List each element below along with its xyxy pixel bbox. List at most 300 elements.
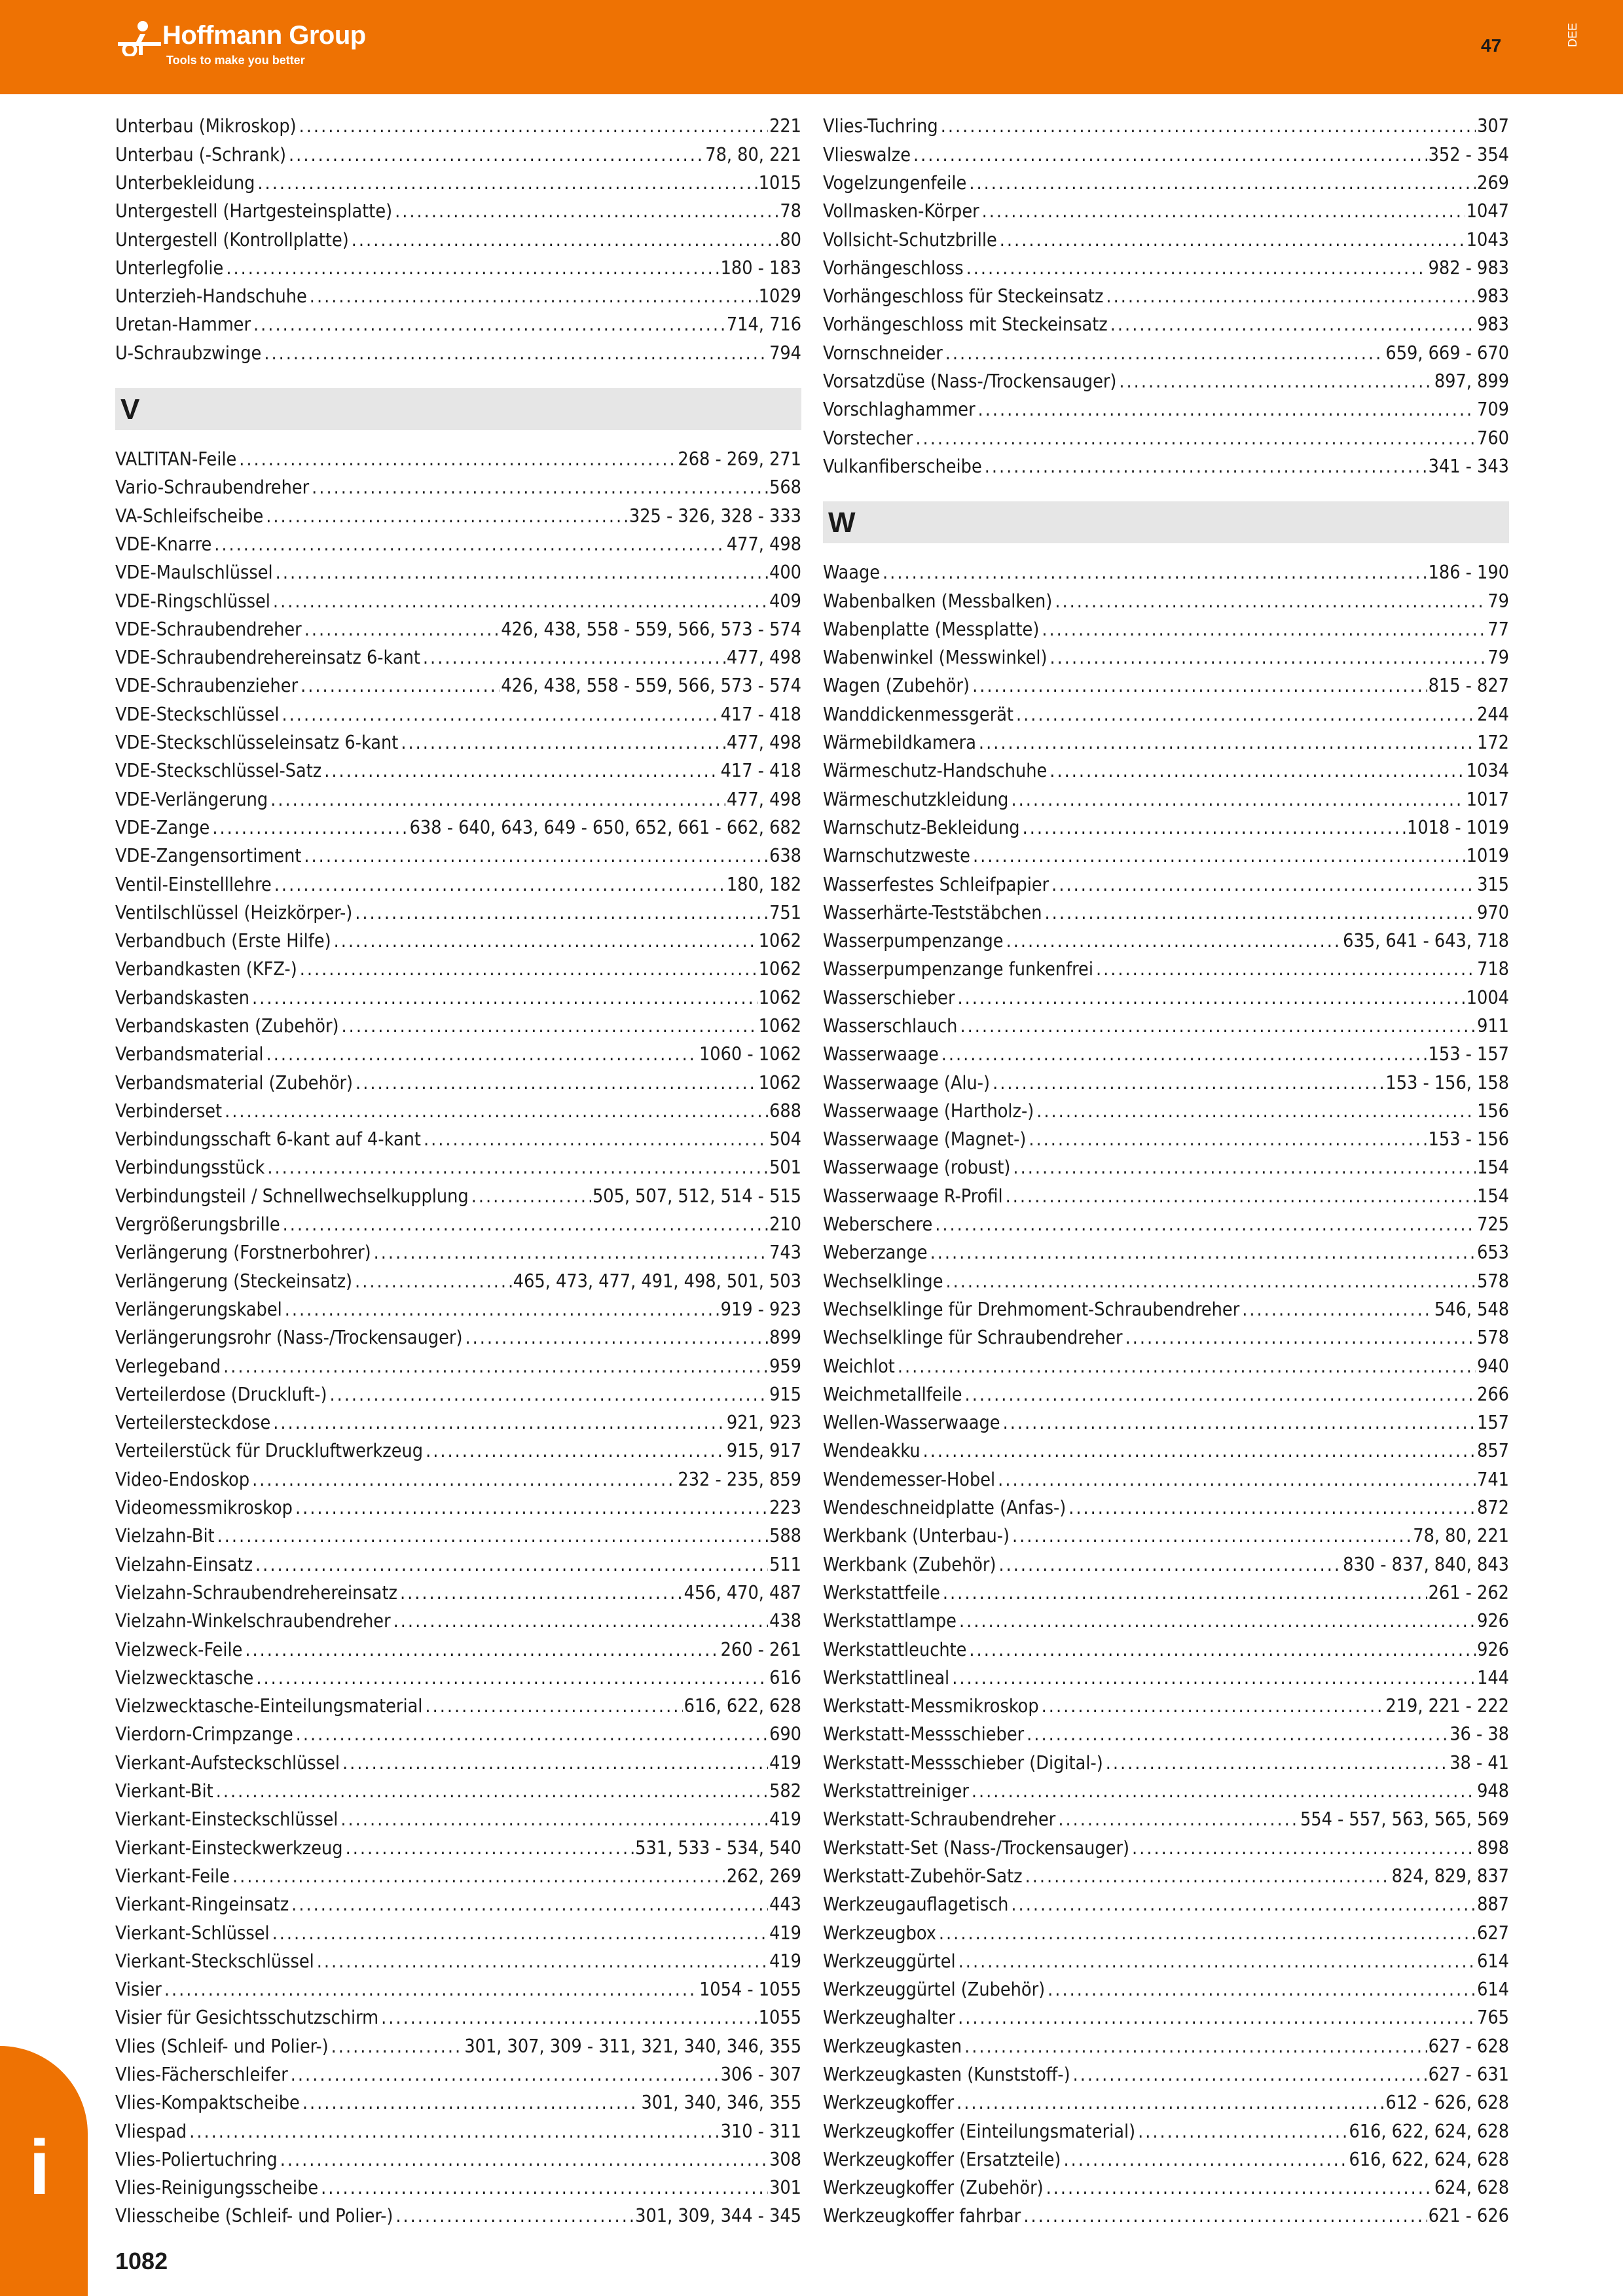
entry-page-ref[interactable]: 426, 438, 558 - 559, 566, 573 - 574 — [501, 618, 801, 640]
entry-page-ref[interactable]: 511 — [769, 1553, 801, 1575]
entry-page-ref[interactable]: 153 - 156, 158 — [1385, 1071, 1509, 1094]
index-entry[interactable] — [823, 368, 1509, 396]
entry-page-ref[interactable]: 400 — [769, 562, 801, 584]
entry-page-ref[interactable]: 78, 80, 221 — [705, 143, 801, 166]
index-entry[interactable] — [823, 170, 1509, 198]
index-entry[interactable] — [115, 700, 801, 728]
entry-page-ref[interactable]: 1015 — [758, 171, 801, 194]
index-entry[interactable] — [823, 672, 1509, 700]
entry-page-ref[interactable]: 614 — [1477, 1950, 1509, 1972]
dot-leader — [400, 1584, 683, 1603]
index-entry[interactable] — [115, 1636, 801, 1664]
index-entry[interactable] — [823, 1098, 1509, 1126]
entry-page-ref[interactable]: 554 - 557, 563, 565, 569 — [1300, 1808, 1509, 1831]
index-entry[interactable] — [823, 899, 1509, 927]
index-entry[interactable] — [115, 1806, 801, 1834]
entry-page-ref[interactable]: 1047 — [1466, 200, 1509, 223]
index-entry[interactable] — [115, 1380, 801, 1408]
entry-page-ref[interactable]: 612 - 626, 628 — [1385, 2092, 1509, 2114]
entry-page-ref[interactable]: 926 — [1477, 1638, 1509, 1660]
entry-page-ref[interactable]: 959 — [769, 1355, 801, 1377]
entry-page-ref[interactable]: 477, 498 — [726, 732, 801, 754]
entry-page-ref[interactable]: 268 - 269, 271 — [678, 448, 801, 471]
entry-page-ref[interactable]: 417 - 418 — [720, 760, 801, 782]
entry-page-ref[interactable]: 621 - 626 — [1428, 2205, 1509, 2227]
entry-page-ref[interactable]: 582 — [769, 1780, 801, 1803]
entry-page-ref[interactable]: 872 — [1477, 1497, 1509, 1519]
entry-page-ref[interactable]: 982 - 983 — [1428, 257, 1509, 279]
entry-page-ref[interactable]: 465, 473, 477, 491, 498, 501, 503 — [513, 1270, 801, 1292]
entry-page-ref[interactable]: 153 - 157 — [1428, 1043, 1509, 1066]
entry-page-ref[interactable]: 898 — [1477, 1837, 1509, 1859]
entry-page-ref[interactable]: 1062 — [758, 930, 801, 952]
index-entry[interactable] — [115, 2061, 801, 2089]
entry-page-ref[interactable]: 568 — [769, 476, 801, 499]
index-entry[interactable] — [823, 615, 1509, 643]
entry-page-ref[interactable]: 1062 — [758, 1071, 801, 1094]
entry-page-ref[interactable]: 78 — [780, 200, 801, 223]
entry-page-ref[interactable]: 616, 622, 624, 628 — [1349, 2120, 1509, 2142]
index-entry[interactable] — [115, 1551, 801, 1579]
index-entry[interactable] — [823, 1721, 1509, 1749]
index-entry[interactable] — [115, 2032, 801, 2060]
index-entry[interactable] — [115, 1013, 801, 1041]
index-entry[interactable] — [823, 283, 1509, 311]
entry-page-ref[interactable]: 1018 - 1019 — [1406, 816, 1509, 838]
entry-page-ref[interactable]: 456, 470, 487 — [684, 1581, 801, 1604]
entry-page-ref[interactable]: 926 — [1477, 1610, 1509, 1632]
entry-page-ref[interactable]: 919 - 923 — [720, 1298, 801, 1320]
index-entry[interactable] — [115, 502, 801, 530]
entry-term: Verbandsmaterial — [115, 1043, 264, 1066]
index-entry[interactable] — [823, 1069, 1509, 1097]
index-entry[interactable] — [115, 644, 801, 672]
entry-page-ref[interactable]: 1062 — [758, 1015, 801, 1037]
index-entry[interactable] — [115, 870, 801, 899]
index-entry[interactable] — [823, 1664, 1509, 1692]
entry-page-ref[interactable]: 915 — [769, 1383, 801, 1405]
entry-page-ref[interactable]: 477, 498 — [726, 533, 801, 555]
entry-term: Verlängerung (Forstnerbohrer) — [115, 1242, 371, 1264]
info-tab[interactable] — [0, 2046, 88, 2296]
entry-page-ref[interactable]: 269 — [1477, 171, 1509, 194]
index-entry[interactable] — [823, 814, 1509, 842]
entry-page-ref[interactable]: 970 — [1477, 901, 1509, 924]
entry-page-ref[interactable]: 156 — [1477, 1100, 1509, 1122]
entry-page-ref[interactable]: 653 — [1477, 1242, 1509, 1264]
index-entry[interactable] — [823, 453, 1509, 481]
index-entry[interactable] — [115, 226, 801, 254]
index-entry[interactable] — [823, 1579, 1509, 1607]
entry-page-ref[interactable]: 765 — [1477, 2007, 1509, 2029]
entry-page-ref[interactable]: 219, 221 - 222 — [1385, 1695, 1509, 1717]
entry-page-ref[interactable]: 80 — [780, 228, 801, 251]
index-entry[interactable] — [823, 1778, 1509, 1806]
index-entry[interactable] — [115, 113, 801, 141]
index-entry[interactable] — [823, 2117, 1509, 2145]
entry-page-ref[interactable]: 1043 — [1466, 228, 1509, 251]
index-entry[interactable] — [823, 1239, 1509, 1267]
index-entry[interactable] — [115, 2117, 801, 2145]
entry-page-ref[interactable]: 244 — [1477, 703, 1509, 725]
entry-page-ref[interactable]: 948 — [1477, 1780, 1509, 1803]
entry-page-ref[interactable]: 306 - 307 — [720, 2063, 801, 2085]
entry-page-ref[interactable]: 154 — [1477, 1157, 1509, 1179]
index-entry[interactable] — [115, 2202, 801, 2231]
entry-page-ref[interactable]: 725 — [1477, 1213, 1509, 1236]
index-entry[interactable] — [823, 1126, 1509, 1154]
entry-page-ref[interactable]: 627 — [1477, 1922, 1509, 1944]
entry-page-ref[interactable]: 915, 917 — [726, 1440, 801, 1462]
entry-page-ref[interactable]: 741 — [1477, 1468, 1509, 1490]
index-entry[interactable] — [823, 1267, 1509, 1295]
entry-page-ref[interactable]: 419 — [769, 1950, 801, 1972]
entry-page-ref[interactable]: 911 — [1477, 1015, 1509, 1037]
index-entry[interactable] — [823, 1041, 1509, 1069]
entry-page-ref[interactable]: 505, 507, 512, 514 - 515 — [592, 1185, 801, 1207]
index-entry[interactable] — [823, 1947, 1509, 1975]
index-entry[interactable] — [823, 2061, 1509, 2089]
entry-page-ref[interactable]: 325 - 326, 328 - 333 — [629, 505, 801, 527]
index-entry[interactable] — [823, 2004, 1509, 2032]
index-entry[interactable] — [823, 984, 1509, 1012]
entry-page-ref[interactable]: 983 — [1477, 314, 1509, 336]
index-entry[interactable] — [115, 1296, 801, 1324]
entry-page-ref[interactable]: 1034 — [1466, 760, 1509, 782]
entry-page-ref[interactable]: 266 — [1477, 1383, 1509, 1405]
index-entry[interactable] — [115, 842, 801, 870]
index-entry[interactable] — [115, 1069, 801, 1097]
entry-page-ref[interactable]: 180, 182 — [726, 873, 801, 895]
index-entry[interactable] — [823, 842, 1509, 870]
entry-page-ref[interactable]: 504 — [769, 1128, 801, 1151]
index-entry[interactable] — [115, 899, 801, 927]
index-entry[interactable] — [115, 2145, 801, 2174]
index-entry[interactable] — [115, 311, 801, 339]
index-entry[interactable] — [823, 1154, 1509, 1182]
entry-page-ref[interactable]: 301, 340, 346, 355 — [641, 2092, 801, 2114]
index-entry[interactable] — [823, 1352, 1509, 1380]
entry-page-ref[interactable]: 301 — [769, 2177, 801, 2199]
index-entry[interactable] — [115, 1863, 801, 1891]
index-entry[interactable] — [115, 198, 801, 226]
index-entry[interactable] — [115, 927, 801, 956]
index-entry[interactable] — [115, 1041, 801, 1069]
index-entry[interactable] — [823, 311, 1509, 339]
entry-page-ref[interactable]: 477, 498 — [726, 788, 801, 810]
index-entry[interactable] — [115, 785, 801, 814]
index-entry[interactable] — [823, 785, 1509, 814]
index-entry[interactable] — [823, 1013, 1509, 1041]
index-entry[interactable] — [823, 1834, 1509, 1862]
entry-page-ref[interactable]: 1062 — [758, 986, 801, 1009]
entry-term: Wasserwaage (Hartholz-) — [823, 1100, 1034, 1122]
entry-page-ref[interactable]: 714, 716 — [726, 314, 801, 336]
dot-leader — [395, 2207, 634, 2226]
entry-page-ref[interactable]: 426, 438, 558 - 559, 566, 573 - 574 — [501, 675, 801, 697]
entry-page-ref[interactable]: 153 - 156 — [1428, 1128, 1509, 1151]
index-entry[interactable] — [115, 1607, 801, 1636]
index-entry[interactable] — [115, 2089, 801, 2117]
entry-page-ref[interactable]: 751 — [769, 901, 801, 924]
entry-page-ref[interactable]: 261 - 262 — [1428, 1581, 1509, 1604]
index-entry[interactable] — [115, 1693, 801, 1721]
entry-page-ref[interactable]: 743 — [769, 1242, 801, 1264]
entry-term: VDE-Schraubenzieher — [115, 675, 299, 697]
index-entry[interactable] — [823, 2174, 1509, 2202]
index-entry[interactable] — [823, 1551, 1509, 1579]
entry-page-ref[interactable]: 588 — [769, 1525, 801, 1547]
entry-page-ref[interactable]: 477, 498 — [726, 647, 801, 669]
index-entry[interactable] — [115, 1352, 801, 1380]
index-entry[interactable] — [823, 587, 1509, 615]
index-entry[interactable] — [823, 1211, 1509, 1239]
entry-page-ref[interactable]: 180 - 183 — [720, 257, 801, 279]
index-entry[interactable] — [115, 1579, 801, 1607]
index-entry[interactable] — [115, 587, 801, 615]
entry-page-ref[interactable]: 260 - 261 — [720, 1638, 801, 1660]
entry-page-ref[interactable]: 172 — [1477, 732, 1509, 754]
entry-page-ref[interactable]: 815 - 827 — [1428, 675, 1509, 697]
entry-page-ref[interactable]: 1017 — [1466, 788, 1509, 810]
index-entry[interactable] — [823, 644, 1509, 672]
index-entry[interactable] — [823, 559, 1509, 587]
index-entry[interactable] — [823, 1522, 1509, 1551]
entry-page-ref[interactable]: 624, 628 — [1434, 2177, 1509, 2199]
entry-page-ref[interactable]: 709 — [1477, 399, 1509, 421]
section-letter: V — [120, 393, 140, 425]
entry-page-ref[interactable]: 154 — [1477, 1185, 1509, 1207]
index-entry[interactable] — [823, 198, 1509, 226]
index-entry[interactable] — [823, 1891, 1509, 1919]
index-entry[interactable] — [115, 1522, 801, 1551]
index-entry[interactable] — [115, 1947, 801, 1975]
index-entry[interactable] — [823, 2089, 1509, 2117]
index-entry[interactable] — [115, 339, 801, 367]
entry-page-ref[interactable]: 308 — [769, 2148, 801, 2170]
entry-page-ref[interactable]: 1029 — [758, 285, 801, 308]
entry-page-ref[interactable]: 223 — [769, 1497, 801, 1519]
index-entry[interactable] — [115, 1919, 801, 1947]
index-entry[interactable] — [823, 757, 1509, 785]
index-entry[interactable] — [115, 1494, 801, 1522]
entry-page-ref[interactable]: 501 — [769, 1157, 801, 1179]
index-entry[interactable] — [823, 700, 1509, 728]
index-entry[interactable] — [823, 956, 1509, 984]
index-entry[interactable] — [115, 729, 801, 757]
index-entry[interactable] — [823, 1607, 1509, 1636]
entry-page-ref[interactable]: 1062 — [758, 958, 801, 980]
index-entry[interactable] — [823, 226, 1509, 254]
index-entry[interactable] — [823, 113, 1509, 141]
entry-page-ref[interactable]: 1019 — [1466, 845, 1509, 867]
entry-page-ref[interactable]: 578 — [1477, 1270, 1509, 1292]
index-entry[interactable] — [823, 927, 1509, 956]
entry-page-ref[interactable]: 616 — [769, 1666, 801, 1689]
entry-page-ref[interactable]: 310 - 311 — [720, 2120, 801, 2142]
entry-page-ref[interactable]: 635, 641 - 643, 718 — [1343, 930, 1509, 952]
entry-page-ref[interactable]: 232 - 235, 859 — [678, 1468, 801, 1490]
entry-page-ref[interactable]: 301, 307, 309 - 311, 321, 340, 346, 355 — [464, 2035, 801, 2057]
index-entry[interactable] — [115, 1664, 801, 1692]
entry-page-ref[interactable]: 899 — [769, 1327, 801, 1349]
entry-page-ref[interactable]: 443 — [769, 1893, 801, 1916]
entry-page-ref[interactable]: 718 — [1477, 958, 1509, 980]
index-entry[interactable] — [115, 956, 801, 984]
entry-page-ref[interactable]: 638 — [769, 845, 801, 867]
index-entry[interactable] — [115, 559, 801, 587]
index-entry[interactable] — [823, 2145, 1509, 2174]
entry-page-ref[interactable]: 887 — [1477, 1893, 1509, 1916]
entry-page-ref[interactable]: 830 - 837, 840, 843 — [1343, 1553, 1509, 1575]
entry-page-ref[interactable]: 352 - 354 — [1428, 143, 1509, 166]
entry-page-ref[interactable]: 659, 669 - 670 — [1385, 342, 1509, 364]
entry-page-ref[interactable]: 186 - 190 — [1428, 562, 1509, 584]
entry-page-ref[interactable]: 546, 548 — [1434, 1298, 1509, 1320]
entry-page-ref[interactable]: 79 — [1487, 590, 1509, 612]
entry-page-ref[interactable]: 1060 - 1062 — [699, 1043, 801, 1066]
index-entry[interactable] — [115, 531, 801, 559]
entry-page-ref[interactable]: 307 — [1477, 115, 1509, 137]
entry-page-ref[interactable]: 78, 80, 221 — [1413, 1525, 1509, 1547]
index-entry[interactable] — [115, 1891, 801, 1919]
entry-page-ref[interactable]: 315 — [1477, 873, 1509, 895]
index-entry[interactable] — [823, 2032, 1509, 2060]
index-entry[interactable] — [115, 1126, 801, 1154]
entry-page-ref[interactable]: 1054 - 1055 — [699, 1979, 801, 2001]
entry-page-ref[interactable]: 262, 269 — [726, 1865, 801, 1887]
index-entry[interactable] — [823, 396, 1509, 424]
index-entry[interactable] — [115, 2004, 801, 2032]
entry-page-ref[interactable]: 1055 — [758, 2007, 801, 2029]
index-entry[interactable] — [823, 1693, 1509, 1721]
index-entry[interactable] — [115, 1976, 801, 2004]
entry-page-ref[interactable]: 77 — [1487, 618, 1509, 640]
entry-term: Warnschutz-Bekleidung — [823, 816, 1020, 838]
index-entry[interactable] — [823, 1409, 1509, 1437]
index-entry[interactable] — [115, 615, 801, 643]
entry-page-ref[interactable]: 638 - 640, 643, 649 - 650, 652, 661 - 662, 682 — [409, 816, 801, 838]
index-entry[interactable] — [115, 474, 801, 502]
entry-page-ref[interactable]: 983 — [1477, 285, 1509, 308]
entry-page-ref[interactable]: 690 — [769, 1723, 801, 1746]
index-entry[interactable] — [115, 1239, 801, 1267]
index-entry[interactable] — [115, 984, 801, 1012]
index-entry[interactable] — [115, 1211, 801, 1239]
index-entry[interactable] — [823, 1976, 1509, 2004]
entry-page-ref[interactable]: 1004 — [1466, 986, 1509, 1009]
index-entry[interactable] — [115, 2174, 801, 2202]
entry-page-ref[interactable]: 616, 622, 624, 628 — [1349, 2148, 1509, 2170]
entry-page-ref[interactable]: 79 — [1487, 647, 1509, 669]
entry-page-ref[interactable]: 627 - 631 — [1428, 2063, 1509, 2085]
index-entry[interactable] — [115, 283, 801, 311]
index-entry[interactable] — [823, 1749, 1509, 1777]
entry-page-ref[interactable]: 210 — [769, 1213, 801, 1236]
entry-page-ref[interactable]: 760 — [1477, 427, 1509, 449]
index-entry[interactable] — [823, 2202, 1509, 2231]
index-entry[interactable] — [823, 1437, 1509, 1465]
entry-term: Vorsatzdüse (Nass-/Trockensauger) — [823, 370, 1117, 393]
index-entry[interactable] — [115, 1834, 801, 1862]
index-entry[interactable] — [823, 1806, 1509, 1834]
index-entry[interactable] — [115, 1267, 801, 1295]
index-entry[interactable] — [115, 141, 801, 169]
index-entry[interactable] — [823, 1494, 1509, 1522]
entry-page-ref[interactable]: 897, 899 — [1434, 370, 1509, 393]
entry-page-ref[interactable]: 36 - 38 — [1450, 1723, 1509, 1746]
index-entry[interactable] — [115, 672, 801, 700]
index-entry[interactable] — [115, 1465, 801, 1494]
index-entry[interactable] — [115, 1437, 801, 1465]
entry-page-ref[interactable]: 144 — [1477, 1666, 1509, 1689]
entry-page-ref[interactable]: 857 — [1477, 1440, 1509, 1462]
entry-page-ref[interactable]: 824, 829, 837 — [1391, 1865, 1509, 1887]
index-entry[interactable] — [823, 870, 1509, 899]
index-entry[interactable] — [823, 1919, 1509, 1947]
entry-page-ref[interactable]: 38 - 41 — [1450, 1751, 1509, 1774]
index-entry[interactable] — [115, 1098, 801, 1126]
index-entry[interactable] — [115, 446, 801, 474]
index-entry[interactable] — [115, 1324, 801, 1352]
index-entry[interactable] — [823, 1296, 1509, 1324]
index-entry[interactable] — [823, 339, 1509, 367]
entry-page-ref[interactable]: 688 — [769, 1100, 801, 1122]
index-entry[interactable] — [823, 1863, 1509, 1891]
index-entry[interactable] — [823, 141, 1509, 169]
index-entry[interactable] — [115, 1154, 801, 1182]
entry-page-ref[interactable]: 301, 309, 344 - 345 — [635, 2205, 801, 2227]
index-entry[interactable] — [823, 1324, 1509, 1352]
entry-page-ref[interactable]: 419 — [769, 1751, 801, 1774]
index-entry[interactable] — [115, 254, 801, 282]
entry-page-ref[interactable]: 531, 533 - 534, 540 — [635, 1837, 801, 1859]
entry-page-ref[interactable]: 921, 923 — [726, 1412, 801, 1434]
index-entry[interactable] — [823, 1636, 1509, 1664]
entry-term: Verbandbuch (Erste Hilfe) — [115, 930, 331, 952]
index-entry[interactable] — [823, 1465, 1509, 1494]
index-entry[interactable] — [115, 1749, 801, 1777]
brand-logo[interactable] — [117, 20, 392, 82]
index-entry[interactable] — [823, 729, 1509, 757]
index-entry[interactable] — [823, 254, 1509, 282]
entry-page-ref[interactable]: 409 — [769, 590, 801, 612]
index-entry[interactable] — [823, 1182, 1509, 1210]
entry-page-ref[interactable]: 341 - 343 — [1428, 455, 1509, 477]
index-entry[interactable] — [115, 814, 801, 842]
entry-page-ref[interactable]: 794 — [769, 342, 801, 364]
index-entry[interactable] — [115, 1182, 801, 1210]
entry-page-ref[interactable]: 940 — [1477, 1355, 1509, 1377]
entry-page-ref[interactable]: 417 - 418 — [720, 703, 801, 725]
index-entry[interactable] — [115, 1778, 801, 1806]
index-entry[interactable] — [115, 1721, 801, 1749]
index-entry[interactable] — [115, 1409, 801, 1437]
entry-page-ref[interactable]: 419 — [769, 1808, 801, 1831]
entry-page-ref[interactable]: 616, 622, 628 — [684, 1695, 801, 1717]
entry-page-ref[interactable]: 578 — [1477, 1327, 1509, 1349]
index-entry[interactable] — [823, 1380, 1509, 1408]
entry-page-ref[interactable]: 157 — [1477, 1412, 1509, 1434]
entry-page-ref[interactable]: 627 - 628 — [1428, 2035, 1509, 2057]
entry-page-ref[interactable]: 419 — [769, 1922, 801, 1944]
entry-page-ref[interactable]: 438 — [769, 1610, 801, 1632]
entry-page-ref[interactable]: 614 — [1477, 1979, 1509, 2001]
index-entry[interactable] — [823, 424, 1509, 452]
index-entry[interactable] — [115, 757, 801, 785]
index-entry[interactable] — [115, 170, 801, 198]
entry-page-ref[interactable]: 221 — [769, 115, 801, 137]
